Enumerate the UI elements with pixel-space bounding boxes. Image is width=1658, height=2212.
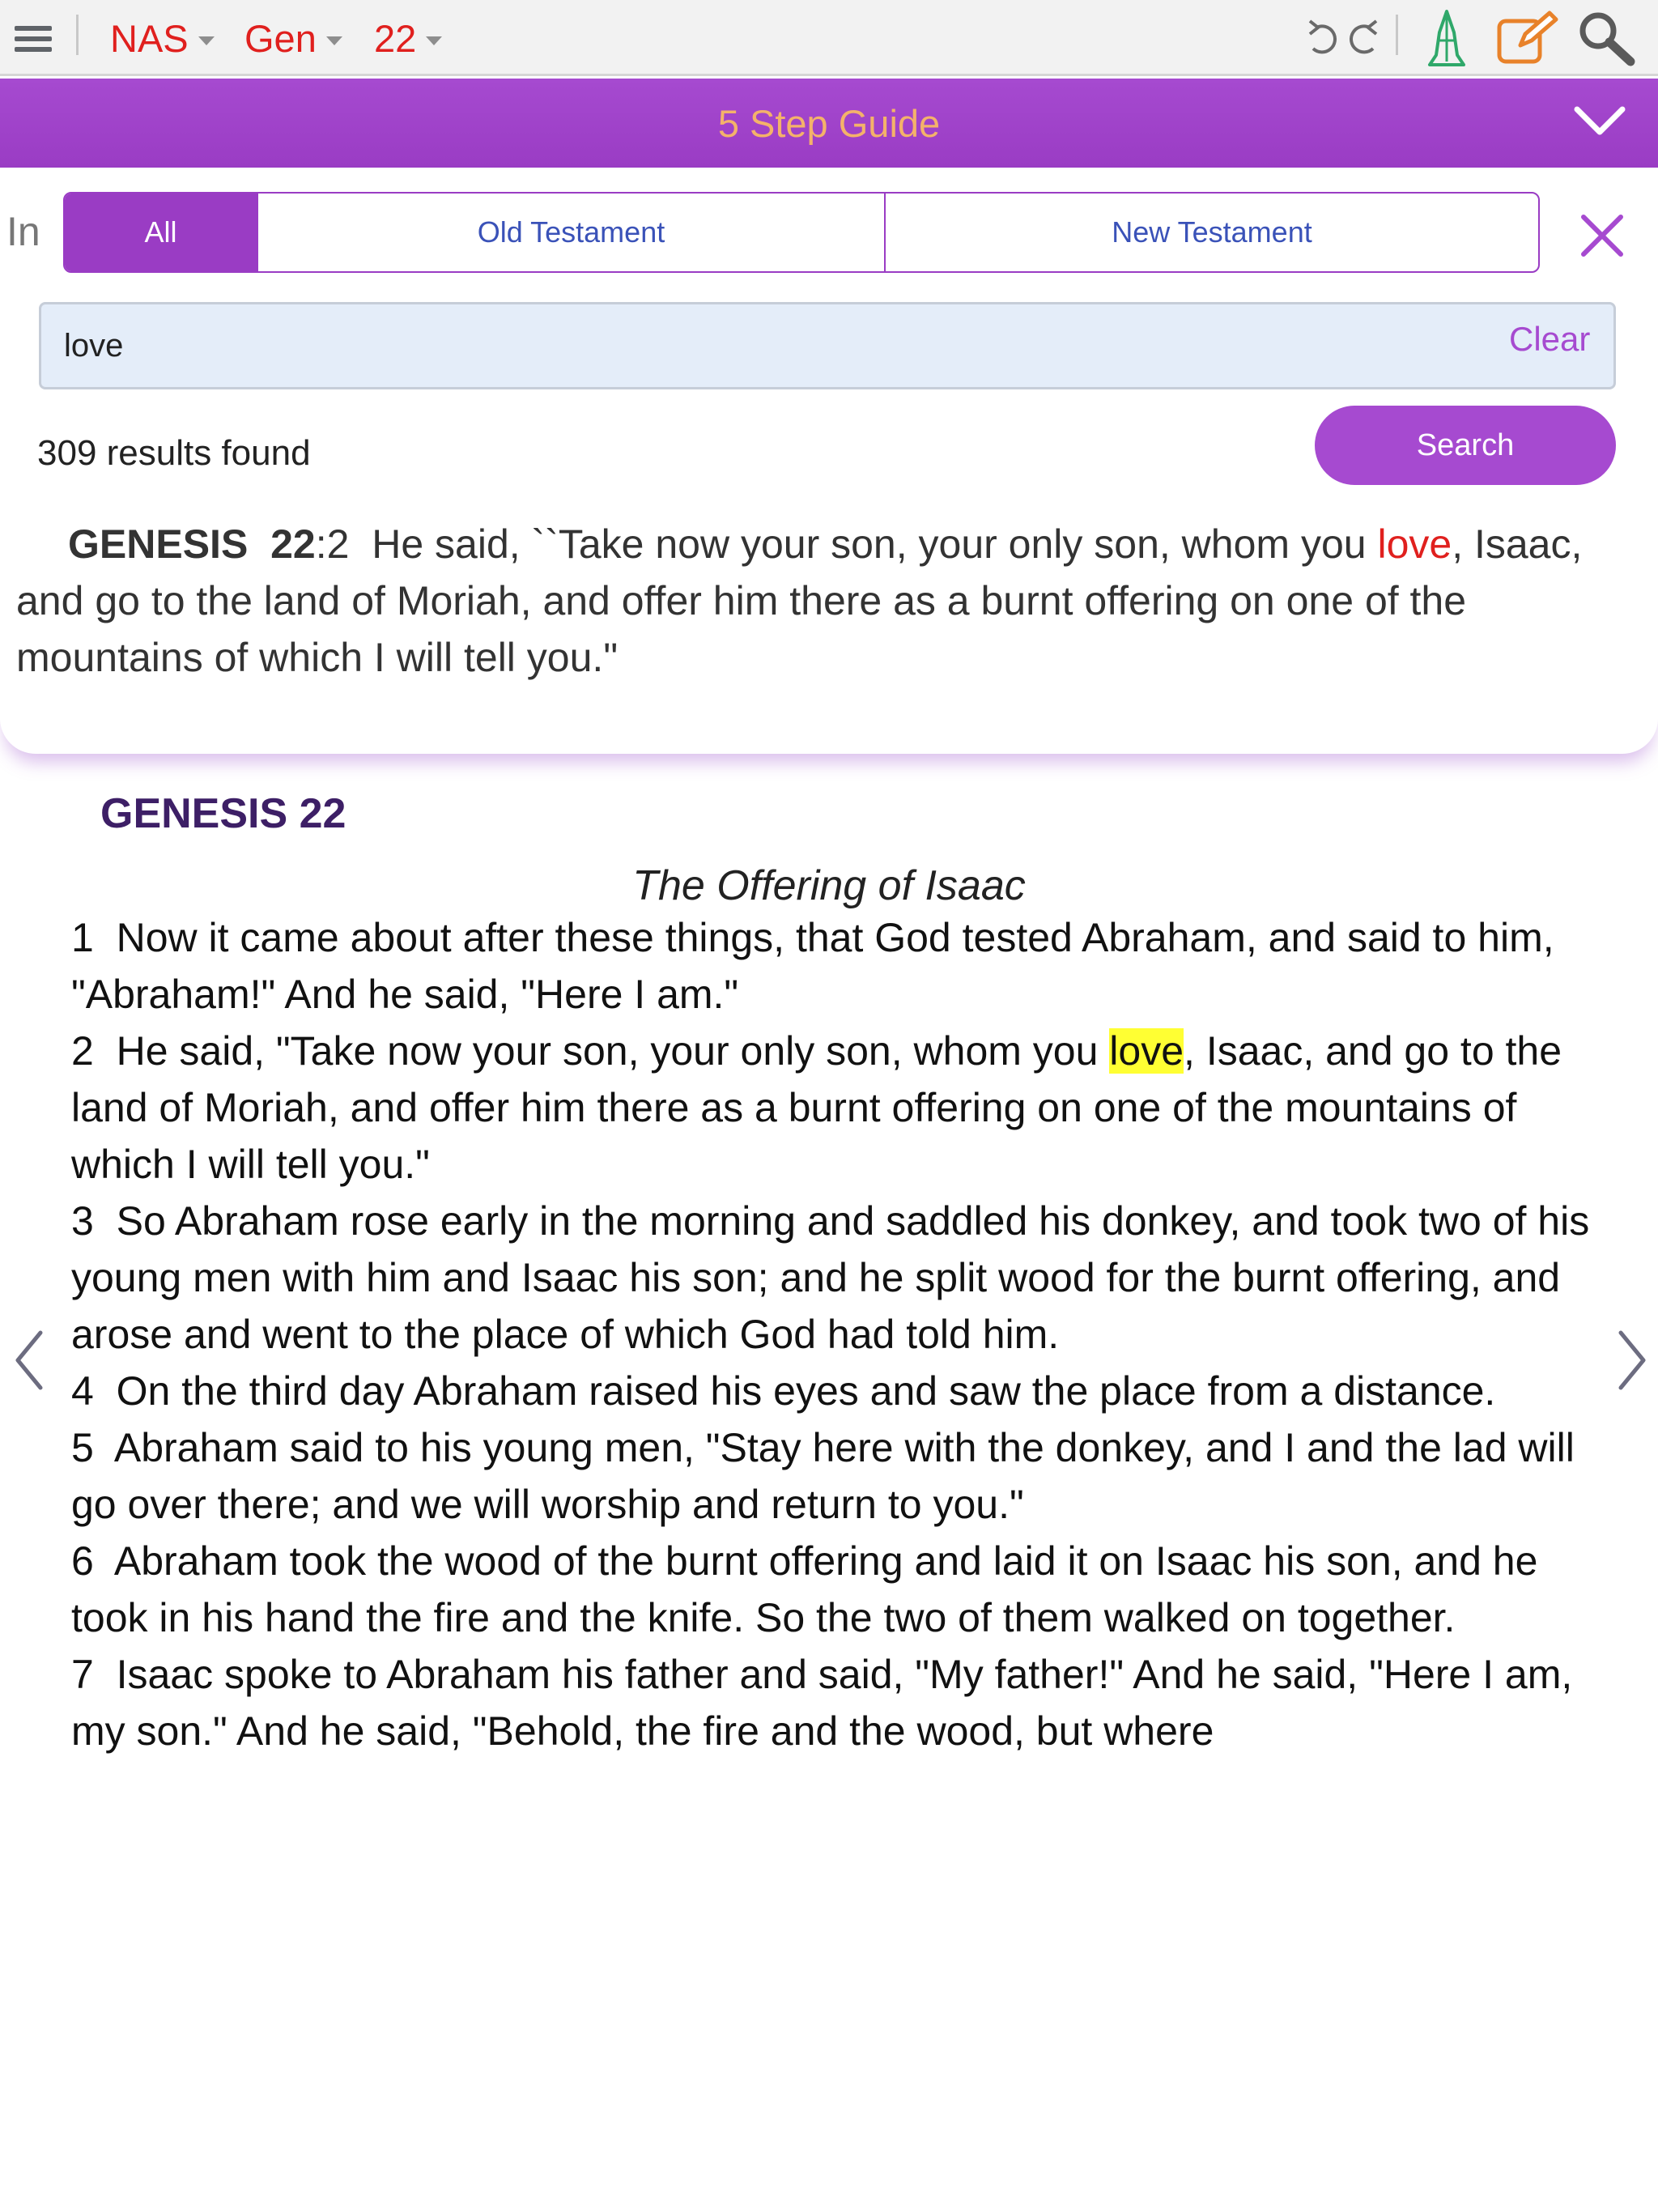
chapter-heading: GENESIS 22: [100, 790, 346, 837]
verse[interactable]: [71, 1538, 1537, 1640]
results-count: 309 results found: [37, 433, 311, 473]
verse[interactable]: [71, 1028, 1562, 1187]
search-icon[interactable]: [1575, 10, 1637, 66]
toolbar-divider: [76, 15, 79, 55]
verse-number: 1: [71, 915, 94, 960]
verse-text: Now it came about after these things, that God tested Abraham, and said to him, "Abraham!" And he said, "Here I am.": [71, 915, 1554, 1017]
search-input[interactable]: love: [39, 302, 1616, 389]
verse[interactable]: [71, 1198, 1589, 1357]
verse-text: So Abraham rose early in the morning and saddled his donkey, and took two of his young men with him and Isaac his son; and he split wood for the burnt offering, and arose and went to the place of which God had told him.: [71, 1198, 1590, 1357]
search-button[interactable]: Search: [1315, 406, 1616, 485]
version-label: NAS: [110, 16, 189, 60]
verse-text: On the third day Abraham raised his eyes and saw the place from a distance.: [116, 1368, 1496, 1414]
verse[interactable]: [71, 1425, 1575, 1527]
clear-button[interactable]: Clear: [1509, 320, 1591, 358]
version-selector[interactable]: [110, 11, 215, 65]
undo-icon[interactable]: [1305, 18, 1341, 58]
book-label: Gen: [244, 16, 317, 60]
result-text-after: , Isaac, and go to the land of Moriah, and offer him there as a burnt offering on one of the mountains of which I will tell you.": [16, 521, 1583, 680]
chapter-selector[interactable]: [374, 11, 442, 65]
chapter-label: 22: [374, 16, 417, 60]
scope-all-tab[interactable]: All: [65, 194, 257, 271]
chevron-down-icon: [426, 36, 442, 45]
verse-text: Isaac spoke to Abraham his father and said, "My father!" And he said, "Here I am, my son." And he said, "Behold, the fire and the wood, but where: [71, 1652, 1573, 1754]
section-title: The Offering of Isaac: [632, 862, 1026, 909]
verse-number: 2: [71, 1028, 94, 1074]
scope-new-testament-tab[interactable]: New Testament: [884, 194, 1538, 271]
result-chapter: 22: [270, 521, 316, 567]
verse[interactable]: [71, 915, 1554, 1017]
result-book: GENESIS: [68, 521, 249, 567]
verse-text: , Isaac, and go to the land of Moriah, and offer him there as a burnt offering on one of the mountains of which I will tell you.": [71, 1028, 1562, 1187]
verse-number: 5: [71, 1425, 94, 1470]
book-selector[interactable]: [244, 11, 342, 65]
previous-chapter-icon[interactable]: [11, 1328, 47, 1393]
guide-title: 5 Step Guide: [717, 102, 941, 145]
step-guide-bar[interactable]: [0, 79, 1658, 168]
result-verse-ref: :2: [315, 521, 350, 567]
search-result-item[interactable]: [16, 516, 1643, 686]
result-match: love: [1377, 521, 1452, 567]
verse-number: 7: [71, 1652, 94, 1697]
bible-passage: [71, 909, 1593, 1759]
redo-icon[interactable]: [1346, 18, 1381, 58]
praying-hands-icon[interactable]: [1422, 8, 1472, 68]
top-toolbar: [0, 0, 1658, 76]
verse-number: 6: [71, 1538, 94, 1584]
chevron-down-icon[interactable]: [1572, 101, 1627, 142]
result-text-before: He said, ``Take now your son, your only son, whom you: [372, 521, 1378, 567]
verse-number: 4: [71, 1368, 94, 1414]
verse-text: Abraham said to his young men, "Stay here with the donkey, and I and the lad will go over there; and we will worship and return to you.": [71, 1425, 1575, 1527]
scope-segmented-control: [63, 192, 1540, 273]
menu-icon[interactable]: [15, 19, 57, 57]
close-icon[interactable]: [1577, 211, 1627, 261]
scope-old-testament-tab[interactable]: Old Testament: [257, 194, 884, 271]
verse[interactable]: [71, 1368, 1495, 1414]
next-chapter-icon[interactable]: [1614, 1328, 1650, 1393]
verse-text: Abraham took the wood of the burnt offering and laid it on Isaac his son, and he took in his hand the fire and the knife. So the two of them walked on together.: [71, 1538, 1538, 1640]
toolbar-divider: [1396, 15, 1398, 55]
verse-text: He said, "Take now your son, your only son, whom you: [116, 1028, 1110, 1074]
search-highlight: love: [1109, 1028, 1184, 1074]
edit-note-icon[interactable]: [1496, 10, 1559, 66]
chevron-down-icon: [326, 36, 342, 45]
chevron-down-icon: [198, 36, 215, 45]
search-panel: [0, 168, 1658, 754]
verse-number: 3: [71, 1198, 94, 1244]
verse[interactable]: [71, 1652, 1572, 1754]
scope-label: In: [6, 209, 40, 254]
